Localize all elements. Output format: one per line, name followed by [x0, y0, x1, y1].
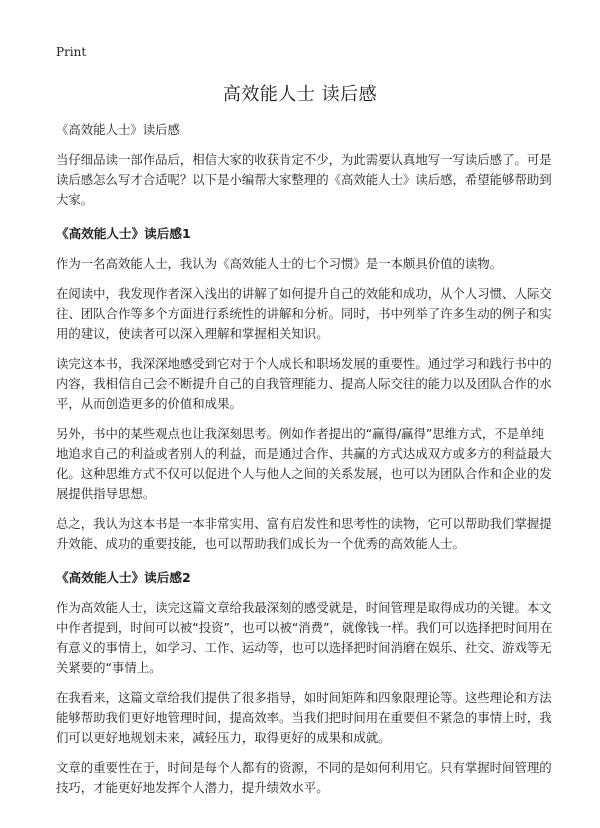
intro-paragraph: 当仔细品读一部作品后，相信大家的收获肯定不少，为此需要认真地写一写读后感了。可是读后感怎么写才合适呢？以下是小编帮大家整理的《高效能人士》读后感，希望能够帮助到大家。 [56, 152, 552, 207]
section-paragraph: 作为一名高效能人士，我认为《高效能人士的七个习惯》是一本颇具价值的读物。 [56, 256, 503, 271]
section-paragraph: 文章的重要性在于，时间是每个人都有的资源，不同的是如何利用它。只有掌握时间管理的技巧，才能更好地发挥个人潜力，提升绩效水平。 [56, 760, 552, 795]
section-paragraph: 作为高效能人士，读完这篇文章给我最深刻的感受就是，时间管理是取得成功的关键。本文中作者提到，时间可以被“投资”，也可以被“消费”，就像钱一样。我们可以选择把时间用在有意义的事情上，如学习、工作、运动等，也可以选择把时间消磨在娱乐、社交、游戏等无关紧要的“事情上。 [56, 600, 553, 675]
section-paragraph: 总之，我认为这本书是一本非常实用、富有启发性和思考性的读物，它可以帮助我们掌握提升效能、成功的重要技能，也可以帮助我们成长为一个优秀的高效能人士。 [56, 516, 552, 551]
section-paragraph: 在阅读中，我发现作者深入浅出的讲解了如何提升自己的效能和成功，从个人习惯、人际交往、团队合作等多个方面进行系统性的讲解和分析。同时，书中列举了许多生动的例子和实用的建议，使读者可以深入理解和掌握相关知识。 [56, 286, 552, 341]
section-paragraph: 另外，书中的某些观点也让我深刻思考。例如作者提出的“赢得/赢得”思维方式，不是单纯地追求自己的利益或者别人的利益，而是通过合作、共赢的方式达成双方或多方的利益最大化。这种思维方式不仅可以促进个人与他人之间的关系发展，也可以为团队合作和企业的发展提供指导思想。 [56, 426, 552, 501]
section-paragraph: 读完这本书，我深深地感受到它对于个人成长和职场发展的重要性。通过学习和践行书中的内容，我相信自己会不断提升自己的自我管理能力、提高人际交往的能力以及团队合作的水平，从而创造更多的价值和成果。 [56, 356, 552, 411]
page-title: 高效能人士 读后感 [222, 84, 378, 105]
document-subtitle: 《高效能人士》读后感 [56, 122, 180, 137]
section-heading: 《高效能人士》读后感2 [56, 570, 191, 585]
document-body [56, 120, 554, 808]
section-heading: 《高效能人士》读后感1 [56, 226, 191, 241]
section-1 [56, 224, 554, 554]
section-2 [56, 568, 554, 798]
section-paragraph: 在我看来，这篇文章给我们提供了很多指导，如时间矩阵和四象限理论等。这些理论和方法能够帮助我们更好地管理时间，提高效率。当我们把时间用在重要但不紧急的事情上时，我们可以更好地规划未来，减轻压力，取得更好的成果和成就。 [56, 690, 552, 745]
print-link[interactable]: Print [56, 45, 87, 59]
